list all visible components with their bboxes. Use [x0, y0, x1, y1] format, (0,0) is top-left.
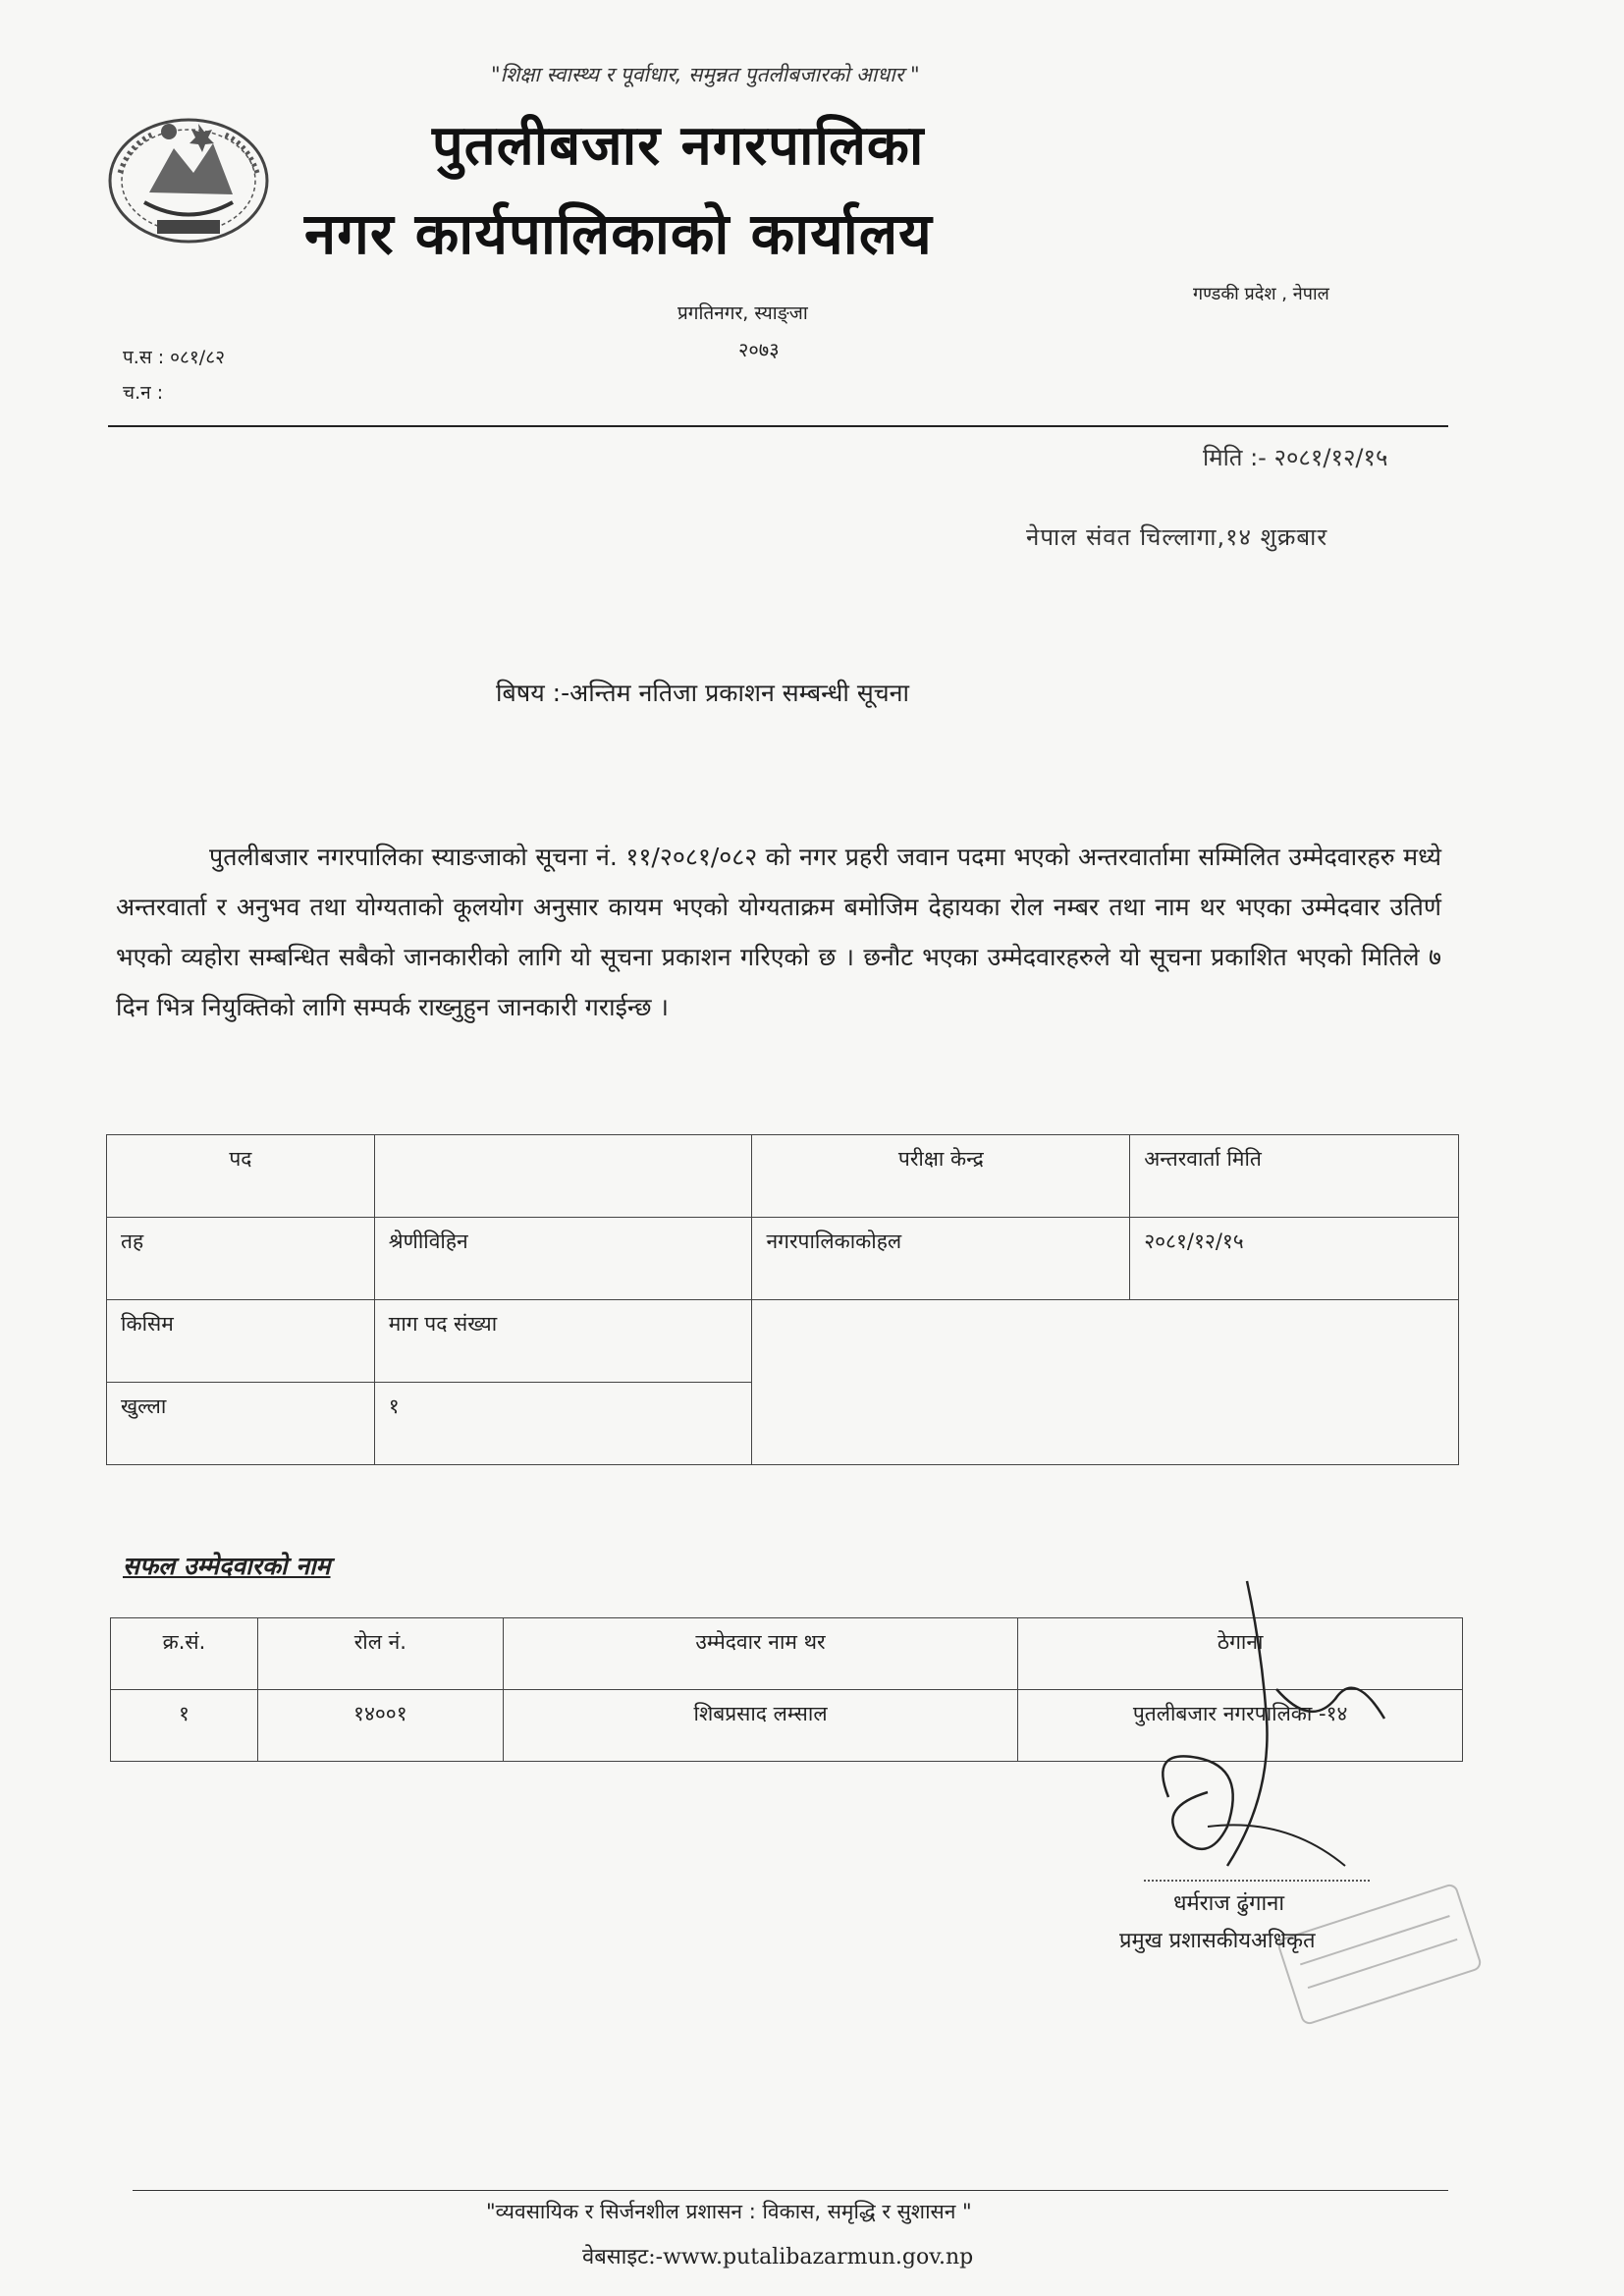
office-name: नगर कार्यपालिकाको कार्यालय — [304, 200, 933, 267]
office-stamp — [1257, 1876, 1502, 2033]
candidate-name: शिबप्रसाद लम्साल — [503, 1690, 1018, 1762]
column-header: उम्मेदवार नाम थर — [503, 1618, 1018, 1690]
blank-cell — [752, 1300, 1459, 1465]
website-link[interactable]: वेबसाइट:-www.putalibazarmun.gov.np — [582, 2245, 974, 2269]
column-header: क्र.सं. — [111, 1618, 258, 1690]
exam-center-label: परीक्षा केन्द्र — [752, 1135, 1130, 1218]
serial-number: १ — [111, 1690, 258, 1762]
level-value: श्रेणीविहिन — [374, 1218, 752, 1300]
signature-line — [1144, 1880, 1370, 1882]
open-label: खुल्ला — [107, 1383, 375, 1465]
notice-body: पुतलीबजार नगरपालिका स्याङजाको सूचना नं. ११/२०८१/०८२ को नगर प्रहरी जवान पदमा भएको अन्तरवार्तामा सम्मिलित उम्मेदवारहरु मध्ये अन्तरवार्ता र अनुभव तथा योग्यताको कूलयोग अनुसार कायम भएको योग्यताक्रम बमोजिम देहायका रोल नम्बर तथा नाम थर भएका उम्मेदवार उतिर्ण भएको व्यहोरा सम्बन्धित सबैको जानकारीको लागि यो सूचना प्रकाशन गरिएको छ । छनौट भएका उम्मेदवारहरुले यो सूचना प्रकाशित भएको मितिले ७ दिन भित्र नियुक्तिको लागि सम्पर्क राख्नुहुन जानकारी गराईन्छ । — [116, 843, 1441, 1021]
letterhead-divider — [108, 425, 1448, 427]
municipality-name: पुतलीबजार नगरपालिका — [432, 114, 925, 178]
type-label: किसिम — [107, 1300, 375, 1383]
letterhead-motto: "शिक्षा स्वास्थ्य र पूर्वाधार, समुन्नत पुतलीबजारको आधार " — [491, 63, 920, 86]
nepal-emblem-icon — [100, 104, 277, 251]
column-header: ठेगाना — [1018, 1618, 1463, 1690]
reference-number: प.स : ०८१/८२ — [123, 347, 225, 368]
table-row — [107, 1300, 1459, 1383]
candidate-address: पुतलीबजार नगरपालिका -१४ — [1018, 1690, 1463, 1762]
signatory-name: धर्मराज ढुंगाना — [1173, 1891, 1285, 1916]
exam-center-value: नगरपालिकाकोहल — [752, 1218, 1130, 1300]
level-label: तह — [107, 1218, 375, 1300]
footer-motto: "व्यवसायिक र सिर्जनशील प्रशासन : विकास, समृद्धि र सुशासन " — [486, 2200, 972, 2223]
footer-divider — [133, 2190, 1448, 2191]
interview-date-label: अन्तरवार्ता मिति — [1130, 1135, 1459, 1218]
demand-label: माग पद संख्या — [374, 1300, 752, 1383]
nepal-sambat-date: नेपाल संवत चिल्लागा,१४ शुक्रबार — [1026, 523, 1328, 551]
post-details-table — [106, 1134, 1459, 1465]
column-header: रोल नं. — [257, 1618, 503, 1690]
handwritten-signature — [1139, 1571, 1434, 1886]
subject-line: बिषय :-अन्तिम नतिजा प्रकाशन सम्बन्धी सूचना — [496, 679, 909, 707]
table-row — [107, 1135, 1459, 1218]
address-text: प्रगतिनगर, स्याङ्जा — [677, 302, 808, 324]
roll-number: १४००१ — [257, 1690, 503, 1762]
post-value — [374, 1135, 752, 1218]
successful-candidates-heading: सफल उम्मेदवारको नाम — [123, 1552, 331, 1580]
interview-date-value: २०८१/१२/१५ — [1130, 1218, 1459, 1300]
established-year: २०७३ — [738, 338, 780, 361]
table-row — [107, 1218, 1459, 1300]
dispatch-number: च.न : — [123, 382, 164, 404]
open-value: १ — [374, 1383, 752, 1465]
signatory-title: प्रमुख प्रशासकीयअधिकृत — [1119, 1929, 1316, 1953]
province-text: गण्डकी प्रदेश , नेपाल — [1193, 284, 1329, 304]
document-date: मिति :- २०८१/१२/१५ — [1203, 444, 1388, 471]
post-label: पद — [107, 1135, 375, 1218]
